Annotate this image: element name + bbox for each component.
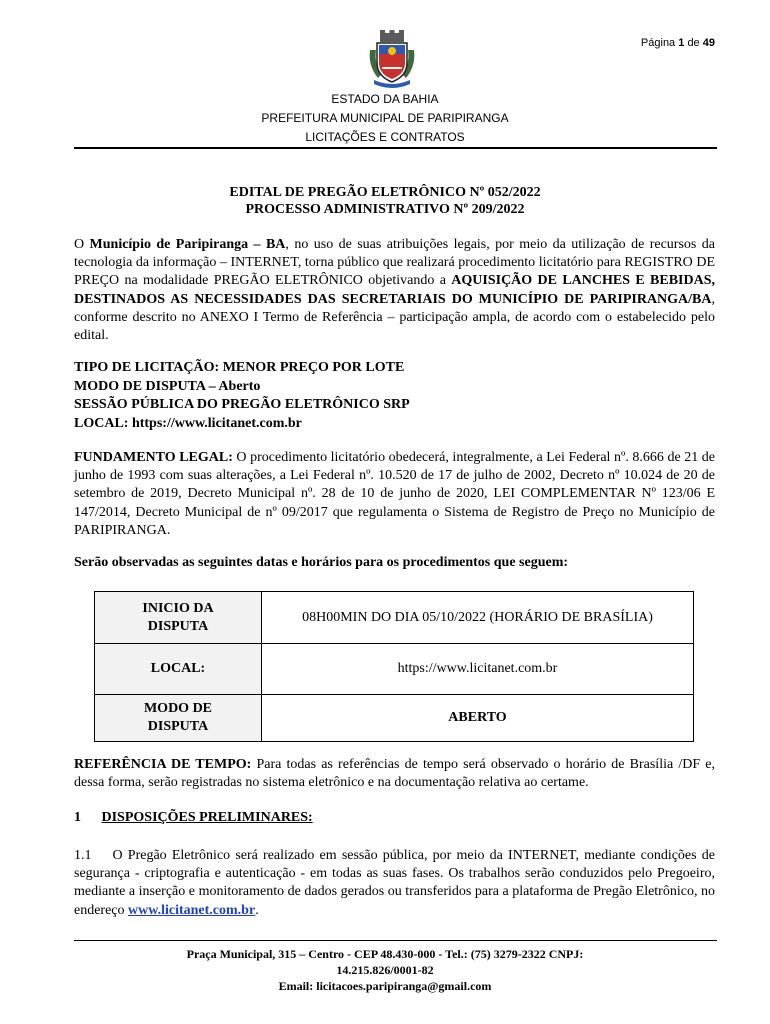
header-prefecture: PREFEITURA MUNICIPAL DE PARIPIRANGA <box>261 111 509 125</box>
clause-number: 1.1 <box>74 848 92 863</box>
info-tipo-licitacao: TIPO DE LICITAÇÃO: MENOR PREÇO POR LOTE <box>74 360 405 375</box>
local-label-cell: LOCAL: <box>95 644 262 695</box>
local-value-cell: https://www.licitanet.com.br <box>262 644 694 695</box>
modo-label-line1: MODO DE <box>143 701 213 716</box>
page-number <box>641 37 715 49</box>
referencia-tempo-paragraph <box>74 756 715 792</box>
page-number-current: 1 <box>678 37 685 49</box>
clause-text: O Pregão Eletrônico será realizado em sessão pública, por meio da INTERNET, mediante condições de segurança - criptografia e autenticação - em todas as suas fases. Os trabalhos serão conduzidos pelo Pregoeiro, mediante a inserção e monitoramento de dados gerados ou transferidos para a plataforma de Pregão Eletrônico, no endereço <box>74 848 715 918</box>
footer-cnpj: 14.215.826/0001-82 <box>336 963 434 977</box>
document-footer <box>0 946 770 994</box>
table-row <box>95 592 694 644</box>
municipal-coat-of-arms-icon <box>368 30 416 88</box>
section-title: DISPOSIÇÕES PRELIMINARES: <box>101 810 313 825</box>
schedule-intro: Serão observadas as seguintes datas e horários para os procedimentos que seguem: <box>74 555 569 570</box>
fundamento-label: FUNDAMENTO LEGAL: <box>74 450 233 465</box>
inicio-label-line1: INICIO DA <box>142 600 214 616</box>
schedule-table <box>94 591 694 742</box>
fundamento-text: O procedimento licitatório obedecerá, integralmente, a Lei Federal nº. 8.666 de 21 de junho de 1993 com suas alterações, a Lei Federal nº. 10.520 de 17 de julho de 2002, Decreto nº 10.024 de 20 de setembro de 2019, Decreto Municipal nº. 28 de 10 de junho de 2020, LEI COMPLEMENTAR Nº 123/06 E 147/2014, Decreto Municipal de nº 09/2017 que regulamenta o Sistema de Registro de Preço no Município de PARIPIRANGA. <box>74 450 715 538</box>
section-heading <box>74 810 313 826</box>
footer-email: Email: licitacoes.paripiranga@gmail.com <box>278 979 492 993</box>
clause-end: . <box>255 902 259 918</box>
inicio-label-line2: DISPUTA <box>147 618 209 634</box>
page-number-prefix: Página <box>640 37 676 49</box>
inicio-label-cell <box>95 592 262 644</box>
header-state: ESTADO DA BAHIA <box>331 92 439 106</box>
title-edital: EDITAL DE PREGÃO ELETRÔNICO Nº 052/2022 <box>229 185 541 200</box>
referencia-text: Para todas as referências de tempo será observado o horário de Brasília /DF e, dessa forma, serão registradas no sistema eletrônico e na documentação relativa ao certame. <box>74 757 716 791</box>
page-number-total: 49 <box>702 37 715 49</box>
intro-text-3: , conforme descrito no ANEXO I Termo de Referência – participação ampla, de acordo com o estabelecido pelo edital. <box>74 291 715 344</box>
footer-address: Praça Municipal, 315 – Centro - CEP 48.430-000 - Tel.: (75) 3279-2322 CNPJ: <box>186 947 584 961</box>
table-row <box>95 644 694 695</box>
header-department: LICITAÇÕES E CONTRATOS <box>305 130 465 144</box>
intro-paragraph <box>74 236 715 345</box>
intro-text-2: , no uso de suas atribuições legais, por meio da utilização de recursos da tecnologia da informação – INTERNET, torna público que realizará procedimento licitatório para REGISTRO DE PREÇO na modalidade PREGÃO ELETRÔNICO objetivando a <box>74 237 715 289</box>
licitanet-link[interactable]: www.licitanet.com.br <box>128 902 256 918</box>
header-divider <box>74 147 717 149</box>
intro-municipality: Município de Paripiranga – BA <box>89 237 286 252</box>
document-header <box>0 90 770 147</box>
modo-value-cell: ABERTO <box>262 695 694 742</box>
modo-label-cell <box>95 695 262 742</box>
bid-info-block <box>74 359 410 433</box>
referencia-label: REFERÊNCIA DE TEMPO: <box>74 757 252 772</box>
section-number: 1 <box>74 810 81 825</box>
inicio-value-cell: 08H00MIN DO DIA 05/10/2022 (HORÁRIO DE BRASÍLIA) <box>262 592 694 644</box>
footer-divider <box>74 940 717 941</box>
info-local: LOCAL: https://www.licitanet.com.br <box>74 415 302 431</box>
intro-object: AQUISIÇÃO DE LANCHES E BEBIDAS, DESTINADOS AS NECESSIDADES DAS SECRETARIAIS DO MUNICÍPIO DE PARIPIRANGA/BA <box>74 273 716 307</box>
info-modo-disputa: MODO DE DISPUTA – Aberto <box>74 378 261 394</box>
info-sessao-publica: SESSÃO PÚBLICA DO PREGÃO ELETRÔNICO SRP <box>74 397 410 412</box>
document-title <box>0 184 770 218</box>
title-processo: PROCESSO ADMINISTRATIVO Nº 209/2022 <box>245 202 525 217</box>
clause-1-1-paragraph <box>74 847 715 920</box>
modo-label-line2: DISPUTA <box>147 719 209 734</box>
intro-text-1: O <box>74 237 90 252</box>
page-number-of: de <box>687 37 700 49</box>
fundamento-legal-paragraph <box>74 449 715 540</box>
table-row <box>95 695 694 742</box>
